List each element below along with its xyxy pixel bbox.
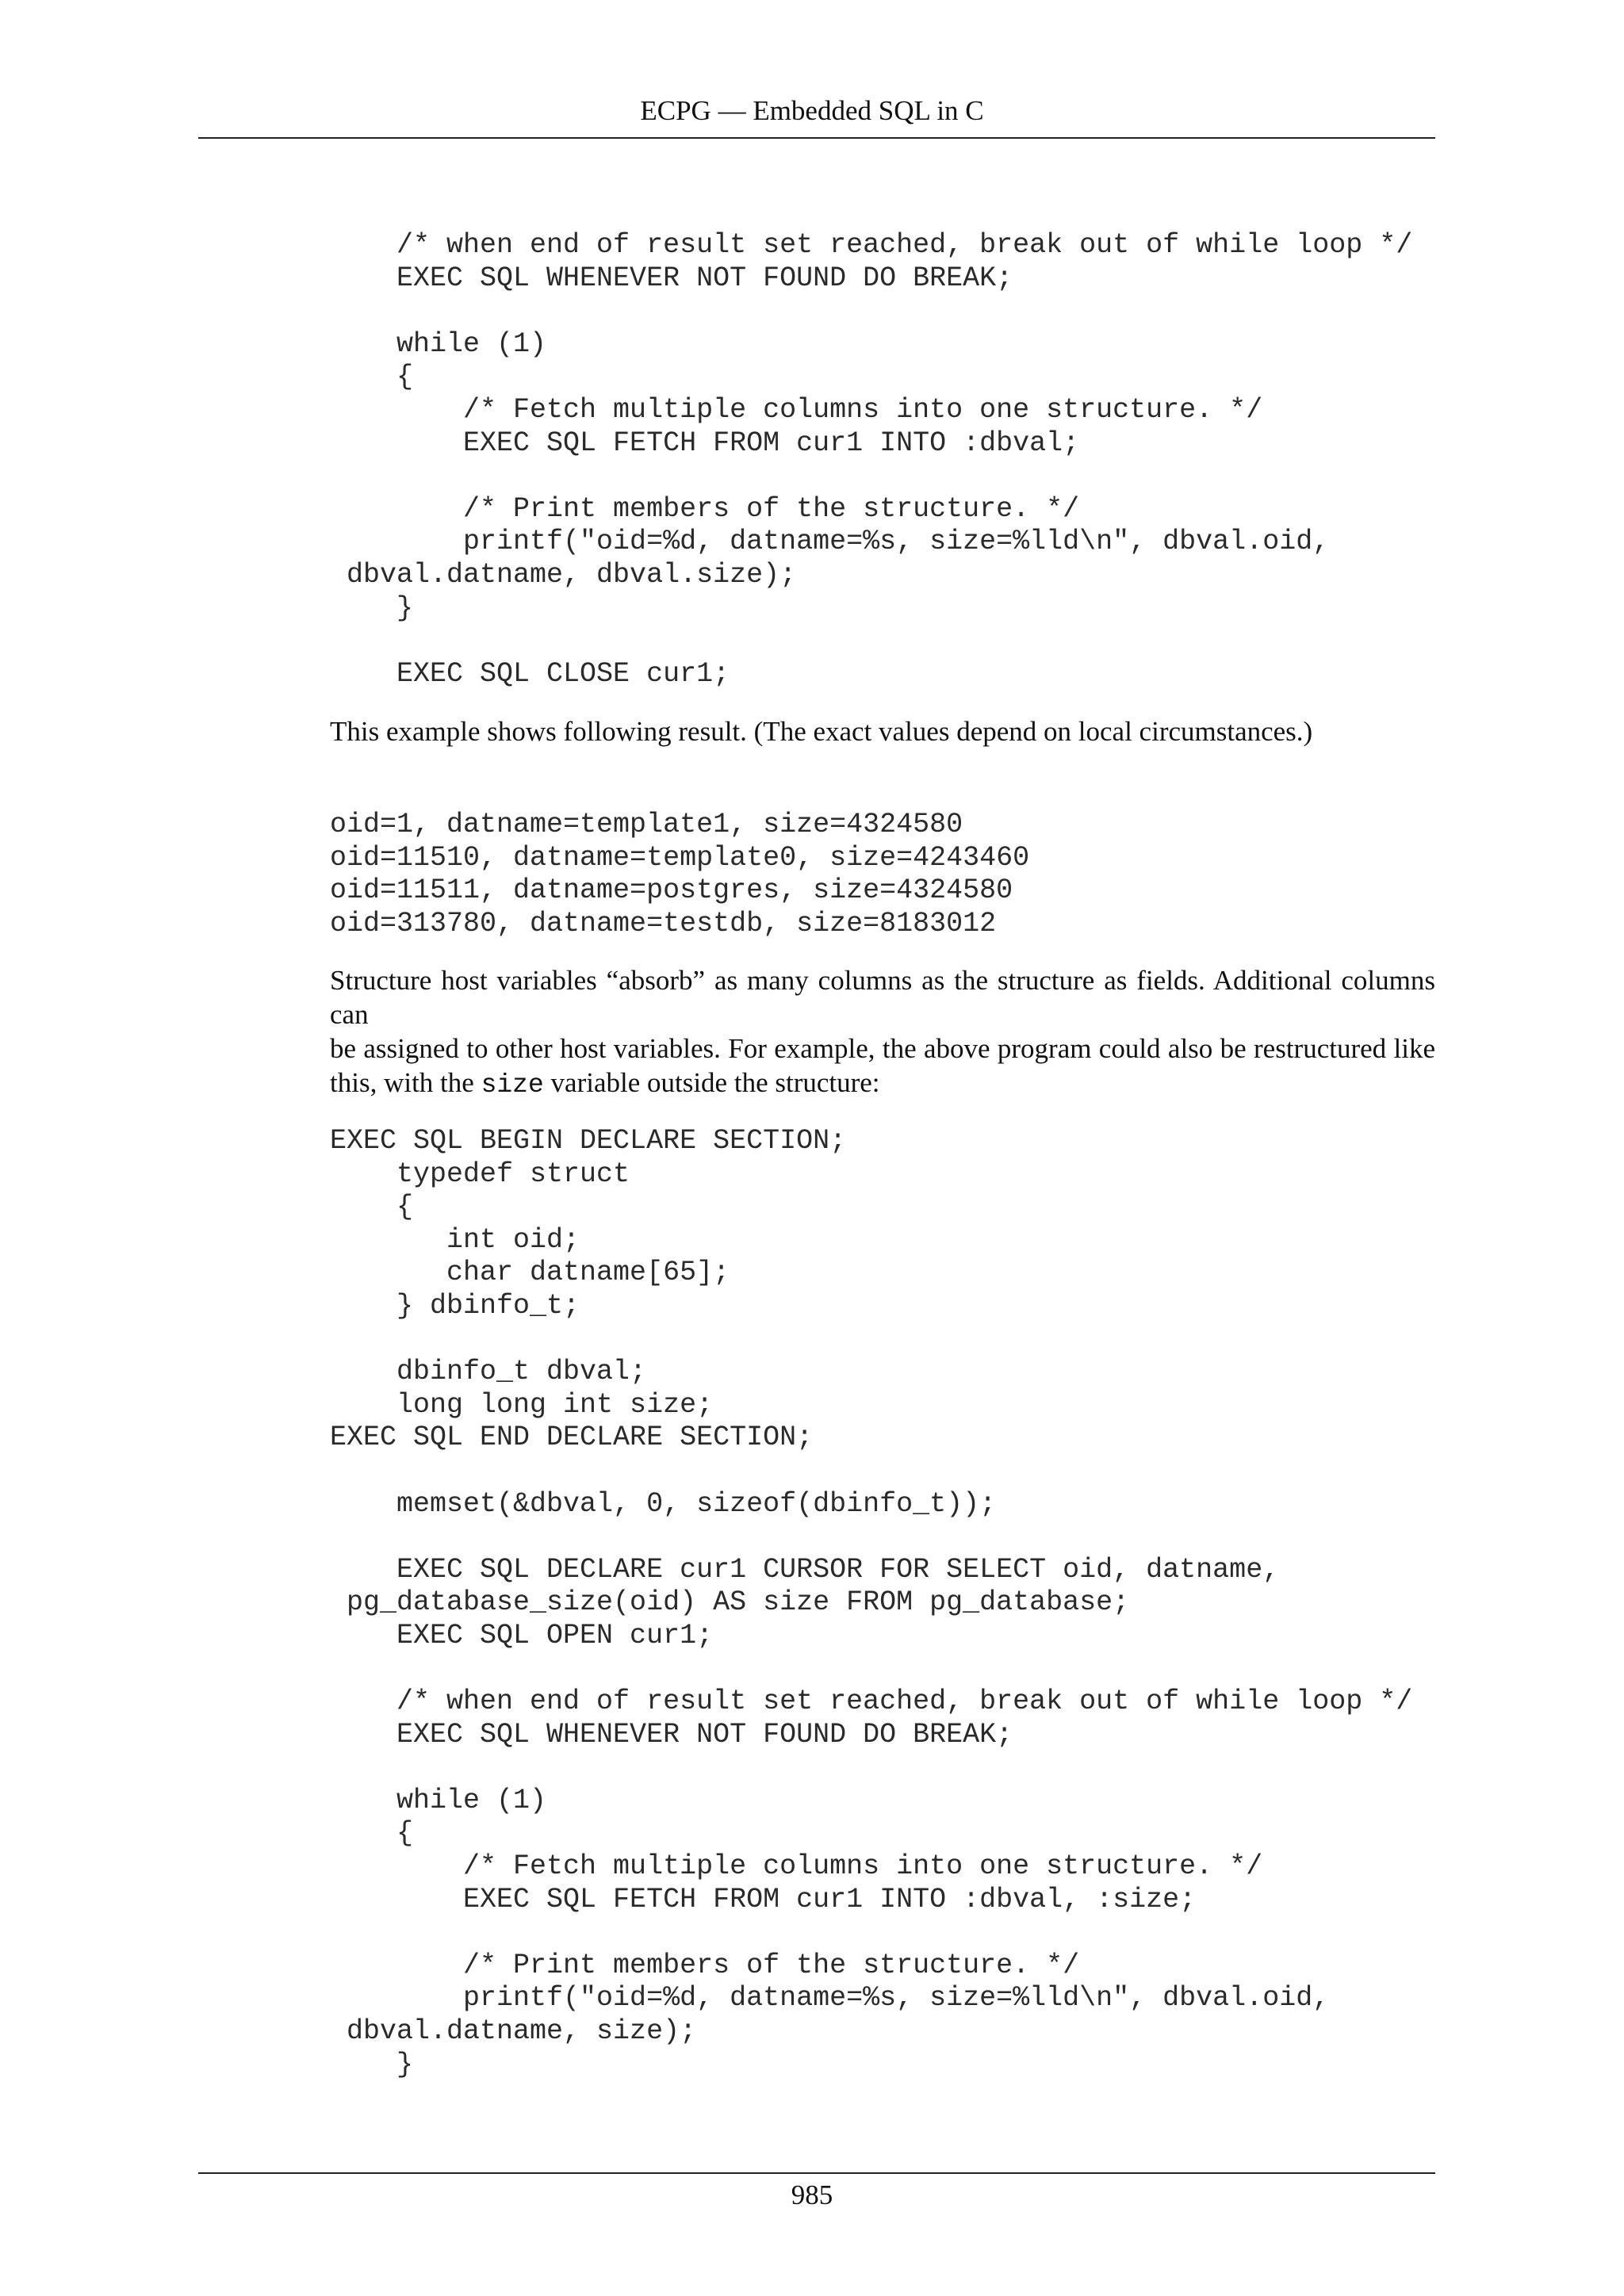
output-block <box>330 809 1029 940</box>
structure-explanation-paragraph <box>330 963 1435 1102</box>
code-line: EXEC SQL CLOSE cur1; <box>330 657 730 690</box>
code-line: memset(&dbval, 0, sizeof(dbinfo_t)); <box>330 1487 997 1520</box>
code-line <box>330 1521 1412 1554</box>
code-line: int oid; <box>330 1223 580 1256</box>
code-line: printf("oid=%d, datname=%s, size=%lld\n", dbval.oid, <box>330 1982 1330 2015</box>
result-intro-paragraph: This example shows following result. (The exact values depend on local circumstances.) <box>330 716 1313 747</box>
code-line: char datname[65]; <box>330 1257 730 1289</box>
page-number: 985 <box>791 2179 833 2210</box>
output-line: oid=11510, datname=template0, size=4243460 <box>330 841 1030 874</box>
code-line: EXEC SQL END DECLARE SECTION; <box>330 1422 814 1454</box>
code-line: EXEC SQL WHENEVER NOT FOUND DO BREAK; <box>330 262 1013 294</box>
code-block-declare-section <box>330 1125 1412 2081</box>
output-line: oid=11511, datname=postgres, size=4324580 <box>330 874 1013 907</box>
code-line: EXEC SQL BEGIN DECLARE SECTION; <box>330 1125 847 1157</box>
code-line: /* when end of result set reached, break out of while loop */ <box>330 229 1413 261</box>
code-line: { <box>330 1191 414 1223</box>
inline-code-size: size <box>481 1070 544 1100</box>
code-line: } <box>330 2048 414 2080</box>
page-header-title: ECPG — Embedded SQL in C <box>640 95 984 126</box>
code-line <box>330 295 1412 328</box>
code-line: pg_database_size(oid) AS size FROM pg_database; <box>330 1586 1130 1619</box>
paragraph-line <box>330 1066 1435 1102</box>
code-block-fetch-loop <box>330 229 1412 691</box>
code-line: } dbinfo_t; <box>330 1289 580 1322</box>
code-line <box>330 1916 1412 1950</box>
code-line <box>330 1751 1412 1785</box>
code-line: while (1) <box>330 1784 547 1816</box>
code-line: /* Print members of the structure. */ <box>330 492 1080 525</box>
code-line <box>330 460 1412 493</box>
code-line: long long int size; <box>330 1388 714 1421</box>
code-line: dbval.datname, dbval.size); <box>330 558 797 591</box>
code-line <box>330 625 1412 658</box>
code-line: dbval.datname, size); <box>330 2015 697 2048</box>
code-line: dbinfo_t dbval; <box>330 1356 647 1388</box>
code-line: printf("oid=%d, datname=%s, size=%lld\n", dbval.oid, <box>330 526 1330 558</box>
code-line <box>330 1323 1412 1357</box>
output-line: oid=1, datname=template1, size=4324580 <box>330 809 963 840</box>
code-line: EXEC SQL FETCH FROM cur1 INTO :dbval; <box>330 427 1080 459</box>
paragraph-text: variable outside the structure: <box>543 1067 880 1098</box>
output-line: oid=313780, datname=testdb, size=8183012 <box>330 907 997 939</box>
code-line: EXEC SQL FETCH FROM cur1 INTO :dbval, :size; <box>330 1883 1197 1915</box>
code-line: /* Fetch multiple columns into one structure. */ <box>330 393 1263 426</box>
code-line: EXEC SQL DECLARE cur1 CURSOR FOR SELECT oid, datname, <box>330 1553 1280 1586</box>
code-line: /* when end of result set reached, break out of while loop */ <box>330 1686 1413 1718</box>
code-line <box>330 1455 1412 1488</box>
header-rule <box>198 137 1435 139</box>
paragraph-line: be assigned to other host variables. For example, the above program could also be restructured like <box>330 1033 1435 1064</box>
code-line: EXEC SQL WHENEVER NOT FOUND DO BREAK; <box>330 1718 1013 1751</box>
code-line <box>330 1653 1412 1686</box>
code-line: EXEC SQL OPEN cur1; <box>330 1619 714 1651</box>
code-line: while (1) <box>330 327 547 360</box>
paragraph-text: this, with the <box>330 1067 481 1098</box>
code-line: typedef struct <box>330 1158 630 1190</box>
code-line: { <box>330 361 414 393</box>
code-line: /* Fetch multiple columns into one structure. */ <box>330 1850 1263 1883</box>
footer-rule <box>198 2172 1435 2174</box>
code-line: { <box>330 1817 414 1850</box>
code-line: } <box>330 591 414 624</box>
paragraph-line: Structure host variables “absorb” as many columns as the structure as fields. Additional columns can <box>330 965 1435 1030</box>
code-line: /* Print members of the structure. */ <box>330 1949 1080 1981</box>
